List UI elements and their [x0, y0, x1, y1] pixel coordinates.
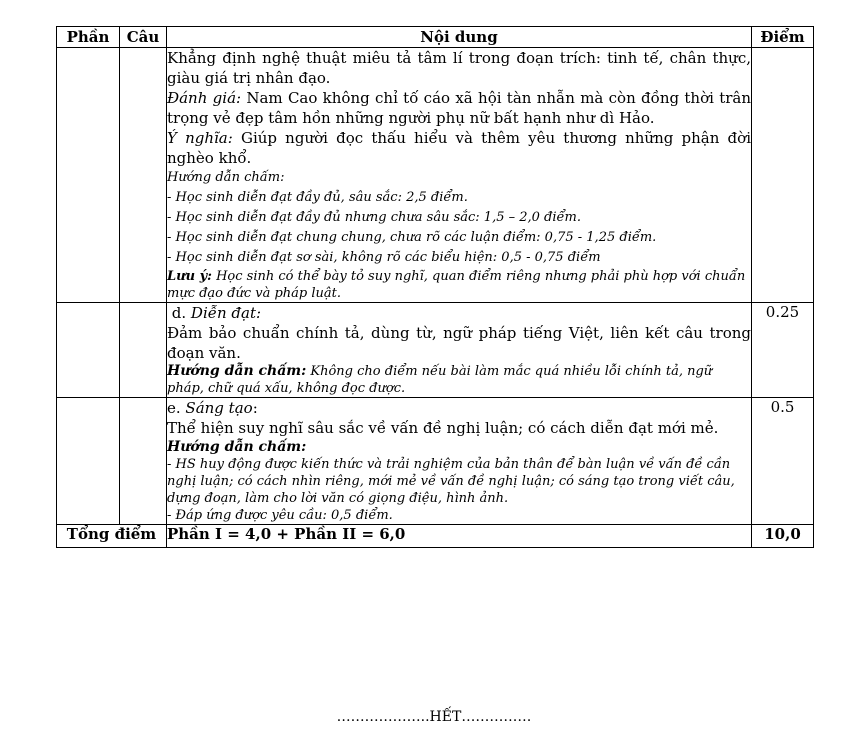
evaluation-paragraph — [167, 88, 751, 128]
guide-item: - Học sinh diễn đạt đầy đủ nhưng chưa sâu sắc: 1,5 – 2,0 điểm. — [167, 210, 581, 225]
section-prefix: d. — [171, 304, 191, 322]
note-text: Học sinh có thể bày tỏ suy nghĩ, quan điểm riêng nhưng phải phù hợp với chuẩn mực đạo đức và pháp luật. — [167, 269, 746, 301]
score-cell — [752, 48, 814, 303]
question-cell — [120, 303, 167, 398]
guide-title: Hướng dẫn chấm: — [167, 439, 307, 455]
guide-title: Hướng dẫn chấm: — [167, 170, 285, 185]
guide-item: - Học sinh diễn đạt sơ sài, không rõ các biểu hiện: 0,5 - 0,75 điểm — [167, 250, 601, 265]
section-title — [167, 398, 751, 418]
total-formula: Phần I = 4,0 + Phần II = 6,0 — [167, 525, 752, 548]
evaluation-label: Đánh giá: — [167, 89, 242, 107]
guide-paragraph — [167, 363, 751, 397]
table-row — [57, 48, 814, 303]
guide-text: Không cho điểm nếu bài làm mắc quá nhiều lỗi chính tả, ngữ pháp, chữ quá xấu, không đọc được. — [167, 364, 713, 396]
art-statement: Khẳng định nghệ thuật miêu tả tâm lí trong đoạn trích: tinh tế, chân thực, giàu giá trị nhân đạo. — [167, 49, 751, 87]
header-question: Câu — [120, 27, 167, 48]
table-row — [57, 303, 814, 398]
section-suffix: : — [252, 399, 258, 417]
question-cell — [120, 398, 167, 525]
header-part: Phần — [57, 27, 120, 48]
section-title-text: Sáng tạo — [185, 399, 253, 417]
evaluation-text: Nam Cao không chỉ tố cáo xã hội tàn nhẫn mà còn đồng thời trân trọng vẻ đẹp tâm hồn những người phụ nữ bất hạnh như dì Hảo. — [167, 89, 751, 127]
content-cell — [167, 303, 752, 398]
table-row — [57, 398, 814, 525]
header-score: Điểm — [752, 27, 814, 48]
meaning-label: Ý nghĩa: — [167, 129, 233, 147]
grading-table — [56, 26, 814, 548]
note-paragraph — [167, 268, 751, 302]
guide-item: - Đáp ứng được yêu cầu: 0,5 điểm. — [167, 508, 393, 523]
guide-label: Hướng dẫn chấm: — [167, 363, 307, 379]
section-requirement: Thể hiện suy nghĩ sâu sắc về vấn đề nghị luận; có cách diễn đạt mới mẻ. — [167, 419, 719, 437]
total-row — [57, 525, 814, 548]
score-value: 0.5 — [752, 398, 814, 525]
meaning-text: Giúp người đọc thấu hiểu và thêm yêu thương những phận đời nghèo khổ. — [167, 129, 751, 167]
end-marker: ………………..HẾT…………… — [336, 709, 532, 725]
score-value: 0.25 — [752, 303, 814, 398]
section-requirement: Đảm bảo chuẩn chính tả, dùng từ, ngữ pháp tiếng Việt, liên kết câu trong đoạn văn. — [167, 324, 751, 362]
section-prefix: e. — [167, 399, 186, 417]
header-row — [57, 27, 814, 48]
meaning-paragraph — [167, 128, 751, 168]
section-title — [167, 303, 751, 323]
total-score: 10,0 — [752, 525, 814, 548]
guide-item: - Học sinh diễn đạt đầy đủ, sâu sắc: 2,5 điểm. — [167, 190, 468, 205]
section-title-text: Diễn đạt: — [190, 304, 262, 322]
header-content: Nội dung — [167, 27, 752, 48]
content-cell — [167, 398, 752, 525]
total-label: Tổng điểm — [57, 525, 167, 548]
part-cell — [57, 48, 120, 303]
guide-item: - HS huy động được kiến thức và trải nghiệm của bản thân để bàn luận về vấn đề cần nghị luận; có cách nhìn riêng, mới mẻ về vấn đề nghị luận; có sáng tạo trong viết câu, dựng đoạn, làm cho lời văn có giọng điệu, hình ảnh. — [167, 457, 735, 506]
part-cell — [57, 398, 120, 525]
part-cell — [57, 303, 120, 398]
content-cell — [167, 48, 752, 303]
question-cell — [120, 48, 167, 303]
guide-item: - Học sinh diễn đạt chung chung, chưa rõ các luận điểm: 0,75 - 1,25 điểm. — [167, 230, 657, 245]
note-label: Lưu ý: — [167, 269, 212, 284]
